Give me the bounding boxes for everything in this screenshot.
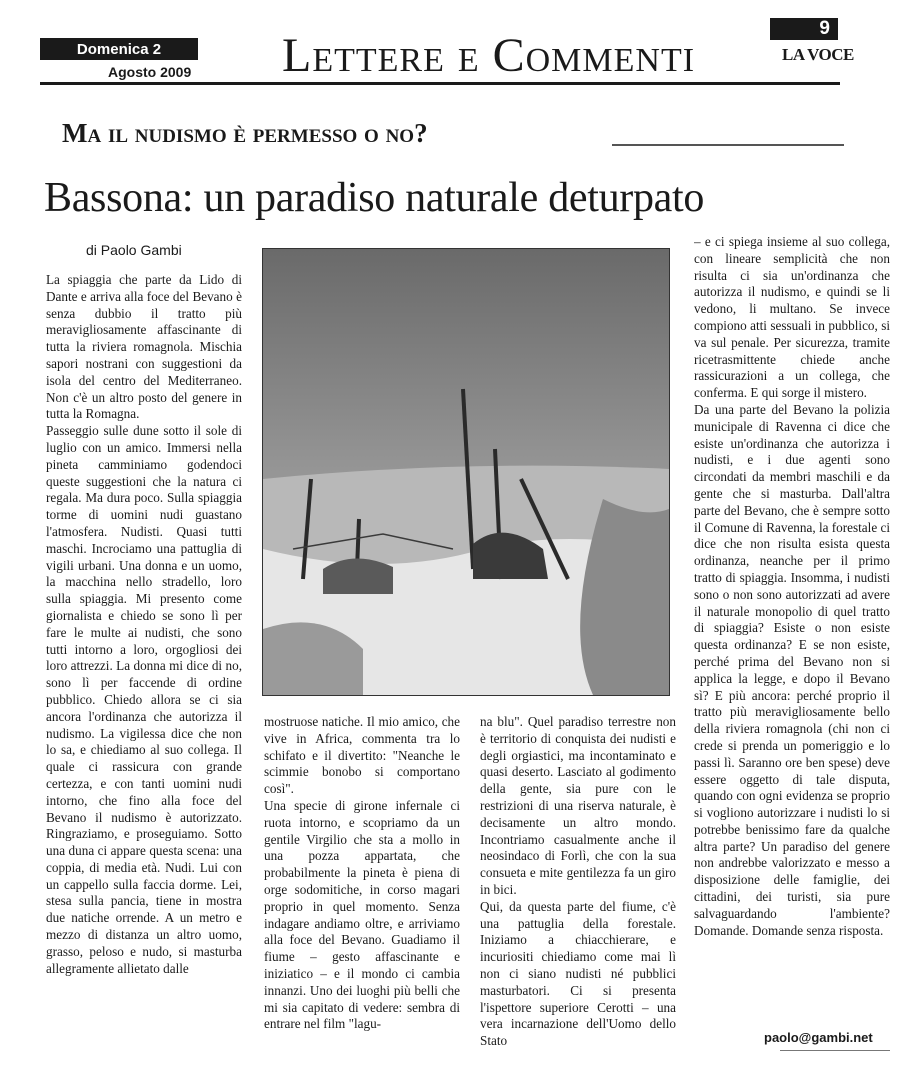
article-column-1: La spiaggia che parte da Lido di Dante e arriva alla foce del Bevano è senza dubbio il tratto più meravigliosamente affascinante di tutta la riviera romagnola. Mischia sapori nostrani con suggestioni da isola del centro del Mediterraneo. Non c'è un altro posto del genere in tutta la Romagna. Passeggio sulle dune sotto il sole di luglio con un amico. Immersi nella pineta camminiamo godendoci queste suggestioni che la natura ci regala. Ma dura poco. Sulla spiaggia torme di uomini nudi guastano l'atmosfera. Nudisti. Quasi tutti maschi. Incrociamo una pattuglia di vigili urbani. Una donna e un uomo, la macchina nello stradello, loro sulla spiaggia. Mi presento come giornalista e chiedo se sono lì per fare le multe ai nudisti, che sono tutti intorno a loro, orgogliosi dei loro attrezzi. La donna mi dice di no, sono lì per faccende di ordine pubblico. Chiedo allora se ci sia ancora l'ordinanza che autorizza il nudismo. La vigilessa dice che non lo sa, e chiediamo al suo collega. Il quale ci rassicura con grande certezza, e con tanti uomini nudi intorno, che fino alla foce del Bevano il nudismo è autorizzato. Ringraziamo, e proseguiamo. Sotto una duna ci appare questa scena: una coppia, di media età. Nudi. Lui con un cappello sulla faccia dorme. Lei, stesa sulla pancia, tiene in mostra due natiche orrende. A un metro e mezzo di distanza un altro uomo, grasso, peloso e nudo, si masturba allegramente allietato dalle	[46, 272, 242, 976]
date-day-box	[40, 38, 198, 60]
header-rule	[40, 82, 840, 85]
article-kicker: Ma il nudismo è permesso o no?	[62, 118, 428, 148]
kicker-rule	[612, 144, 844, 146]
beach-photo-image	[263, 249, 669, 695]
date-month: Agosto 2009	[108, 64, 192, 80]
section-title: Lettere e Commenti	[282, 29, 696, 82]
newspaper-logo: LA VOCE	[782, 45, 854, 64]
article-column-2: mostruose natiche. Il mio amico, che vive in Africa, commenta tra lo schifato e il divertito: "Neanche le scimmie bonobo si comportano così". Una specie di girone infernale ci ruota intorno, e scopriamo da un gentile Virgilio che sta a mollo in una pozza appartata, che probabilmente la pineta è piena di orge sodomitiche, in corso magari proprio in quel momento. Senza indagare andiamo oltre, e arriviamo alla foce del Bevano. Guadiamo il fiume – gesto affascinante e iniziatico – e il mondo ci cambia innanzi. Uno dei luoghi più belli che mi sia capitato di vedere: sembra di entrare nel film "lagu-	[264, 714, 460, 1032]
page-number: 9	[770, 18, 838, 40]
author-email: paolo@gambi.net	[764, 1030, 873, 1045]
article-column-4: – e ci spiega insieme al suo collega, con lineare semplicità che non risulta ci sia un'ordinanza che autorizza il nudismo, e quindi se li vedono, li multano. Se invece compiono atti sessuali in pubblico, si va sul penale. Per sicurezza, tramite ricetrasmittente chiede anche rassicurazioni a un collega, che conferma. E qui sorge il mistero. Da una parte del Bevano la polizia municipale di Ravenna ci dice che esiste un'ordinanza che autorizza i nudisti, e i due agenti sono circondati da membri maschili e da gente che si masturba. Dall'altra parte del Bevano, che è sempre sotto il Comune di Ravenna, la forestale ci dice che non risulta esista questa ordinanza, neanche per il primo tratto di spiaggia. Insomma, i nudisti sono o non sono autorizzati ad avere il naturale monopolio di quel tratto di spiaggia? Esiste o non esiste questa ordinanza? E se non esiste, perché prima del Bevano non si applica la legge, e dopo il Bevano sì? E più ancora: perché proprio il tratto più meravigliosamente bello della riviera romagnola (chi non ci crede si prenda un pomeriggio e lo passi lì. Saranno ore ben spese) deve essere oggetto di tale disputa, quando con ogni evidenza se proprio si vogliono autorizzare i nudisti lo si potrebbe benissimo fare da qualche altra parte? Un paradiso del genere non andrebbe valorizzato e messo a disposizione delle famiglie, dei cittadini, dei turisti, sia pure salvaguardando l'ambiente? Domande. Domande senza risposta.	[694, 234, 890, 938]
article-headline: Bassona: un paradiso naturale deturpato	[44, 175, 705, 221]
date-day: Domenica 2	[76, 40, 162, 58]
article-column-3: na blu". Quel paradiso terrestre non è territorio di conquista dei nudisti e degli orgiastici, ma incontaminato e quasi deserto. Lasciato al godimento della gente, sia pure con le restrizioni di una riserva naturale, è decisamente un altro mondo. Incontriamo casualmente anche il neosindaco di Forlì, che con la sua consueta e mite gentilezza fa un giro in bici. Qui, da questa parte del fiume, c'è una pattuglia della forestale. Iniziamo a chiacchierare, e incuriositi chiediamo come mai lì non ci siano nudisti né pubblici masturbatori. Ci si presenta l'ispettore superiore Cerotti – una vera incarnazione dell'Uomo dello Stato	[480, 714, 676, 1049]
article-byline: di Paolo Gambi	[86, 242, 182, 258]
signature-rule	[780, 1050, 890, 1051]
beach-photo	[262, 248, 670, 696]
